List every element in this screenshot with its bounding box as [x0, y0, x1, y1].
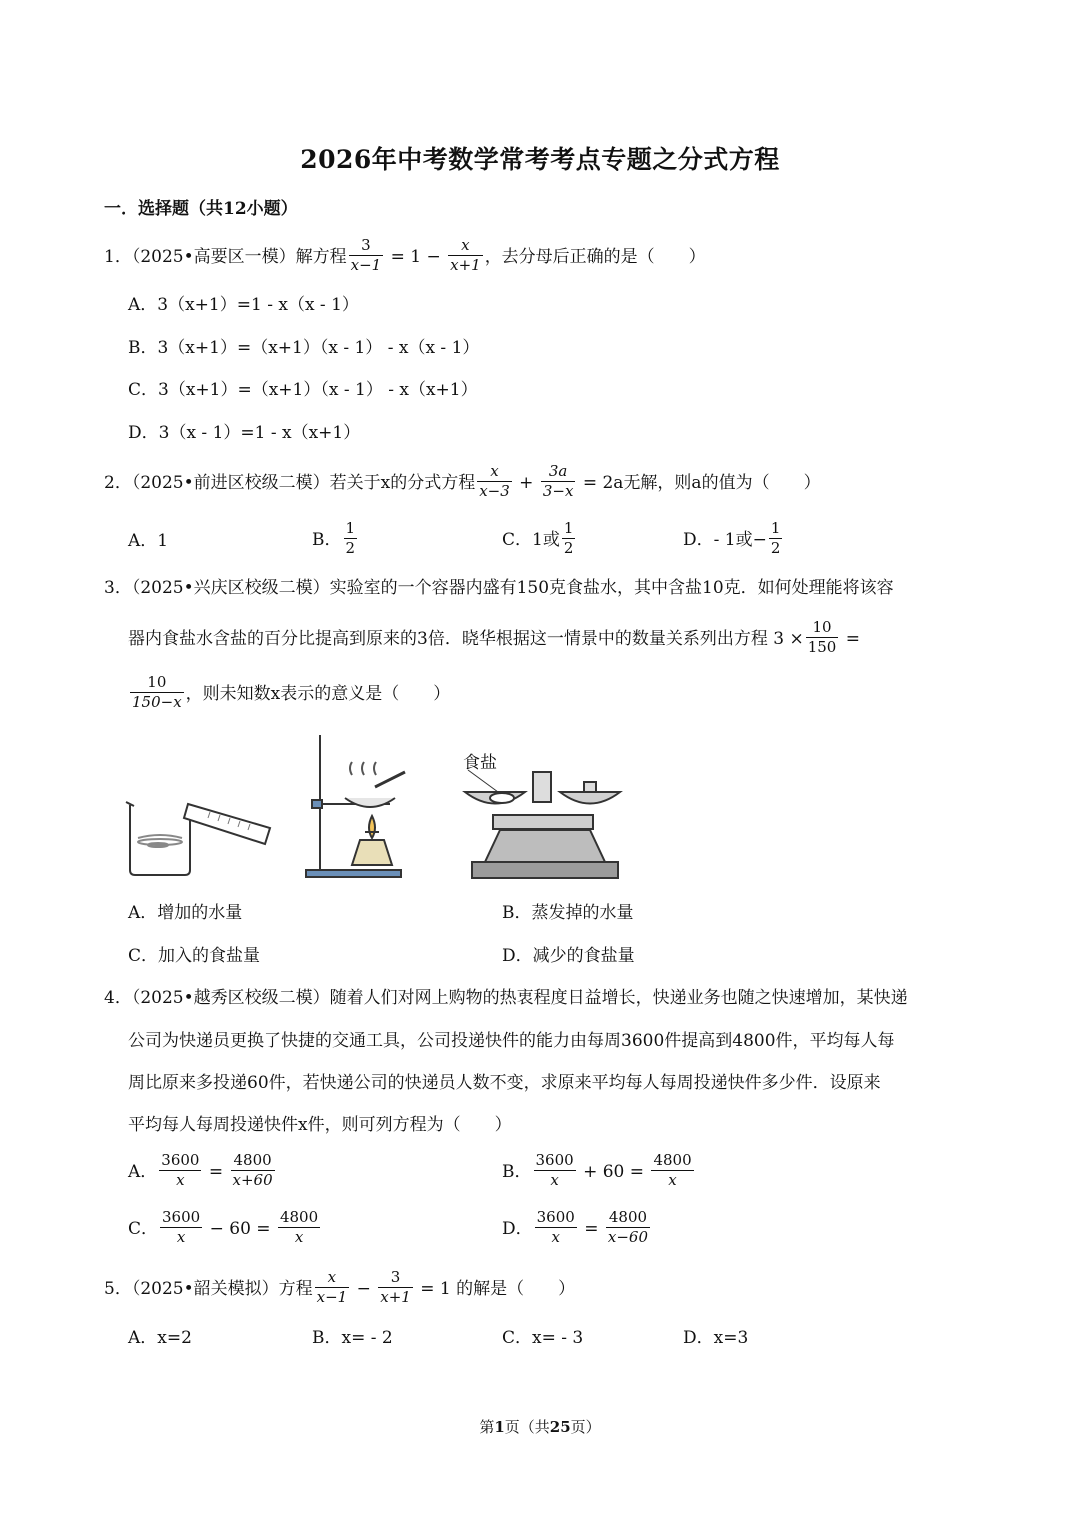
q1-middle: = 1 − — [385, 247, 447, 267]
question-2-stem — [104, 462, 821, 501]
q4-option-b: B． $\frac{3600}{x}$ + 60 = $\frac{4800}{x}$ — [502, 1151, 692, 1189]
q1-suffix: ，去分母后正确的是（ ） — [484, 247, 706, 267]
lab-equipment-figure — [120, 720, 680, 890]
q4-option-c: C． $\frac{3600}{x}$ − 60 = $\frac{4800}{x}$ — [128, 1208, 319, 1246]
section-heading: 一．选择题（共12小题） — [104, 199, 298, 219]
q2-plus: + — [513, 473, 539, 493]
q5-option-b: B．x= - 2 — [312, 1328, 393, 1348]
q2-fraction-2: $\frac{3a}{3-x}$ — [542, 462, 574, 500]
q2-option-c: C．1或 $\frac{1}{2}$ — [502, 519, 574, 557]
q2-prefix: 2．（2025•前进区校级二模）若关于x的分式方程 — [104, 473, 476, 493]
q5-option-a: A．x=2 — [128, 1328, 192, 1348]
q3-option-c: C．加入的食盐量 — [128, 946, 261, 966]
q3-fraction-2: $\frac{10}{150-x}$ — [132, 673, 182, 711]
q2-d-fraction: $\frac{1}{2}$ — [770, 519, 781, 557]
q3-option-b: B．蒸发掉的水量 — [502, 903, 634, 923]
q1-option-a: A．3（x+1）=1 - x（x - 1） — [128, 295, 359, 315]
q1-option-b: B．3（x+1）=（x+1）（x - 1） - x（x - 1） — [128, 338, 480, 358]
graduated-cylinder-icon — [184, 804, 270, 844]
q4-line-2: 公司为快递员更换了快捷的交通工具，公司投递快件的能力由每周3600件提高到4800件，平均每人每 — [128, 1031, 895, 1051]
beaker-icon — [126, 802, 190, 875]
question-1-stem — [104, 236, 706, 275]
q2-suffix: 无解，则a的值为（ ） — [623, 473, 821, 493]
q2-option-b: B． $\frac{1}{2}$ — [312, 519, 356, 557]
page-footer: 第1页（共25页） — [479, 1418, 601, 1436]
q2-option-a: A．1 — [128, 531, 169, 551]
q2-b-fraction: $\frac{1}{2}$ — [345, 519, 356, 557]
q1-fraction-2: $\frac{x}{x+1}$ — [450, 236, 481, 274]
q2-equals: = 2a — [577, 473, 624, 493]
q4-line-1: 4．（2025•越秀区校级二模）随着人们对网上购物的热衷程度日益增长，快递业务也随之快速增加，某快递 — [104, 988, 908, 1008]
q5-option-c: C．x= - 3 — [502, 1328, 584, 1348]
q1-option-c: C．3（x+1）=（x+1）（x - 1） - x（x+1） — [128, 380, 478, 400]
q3-line-1: 3．（2025•兴庆区校级二模）实验室的一个容器内盛有150克食盐水，其中含盐10克．如何处理能将该容 — [104, 578, 894, 598]
q2-c-fraction: $\frac{1}{2}$ — [563, 519, 574, 557]
q3-fraction-1: $\frac{10}{150}$ — [807, 618, 837, 656]
q2-option-d: D．- 1或− $\frac{1}{2}$ — [683, 519, 781, 557]
q3-line-3: $\frac{10}{150-x}$ ，则未知数x表示的意义是（ ） — [132, 673, 451, 711]
q1-prefix: 1．（2025•高要区一模）解方程 — [104, 247, 347, 267]
page-title: 2026年中考数学常考考点专题之分式方程 — [300, 145, 780, 174]
salt-label: 食盐 — [463, 753, 497, 773]
q4-line-3: 周比原来多投递60件，若快递公司的快递员人数不变，求原来平均每人每周投递快件多少件．设原来 — [128, 1073, 881, 1093]
q1-option-d: D．3（x - 1）=1 - x（x+1） — [128, 423, 361, 443]
ring-stand-icon — [306, 735, 405, 877]
q5-option-d: D．x=3 — [683, 1328, 749, 1348]
q4-option-d: D． $\frac{3600}{x}$ = $\frac{4800}{x-60}$ — [502, 1208, 649, 1246]
q4-option-a: A． $\frac{3600}{x}$ = $\frac{4800}{x+60}$ — [128, 1151, 273, 1189]
q3-option-d: D．减少的食盐量 — [502, 946, 635, 966]
q2-fraction-1: $\frac{x}{x-3}$ — [479, 462, 510, 500]
balance-scale-icon — [465, 770, 620, 878]
page-number: 1 — [494, 1418, 505, 1436]
q4-line-4: 平均每人每周投递快件x件，则可列方程为（ ） — [128, 1115, 512, 1135]
q3-option-a: A．增加的水量 — [128, 903, 243, 923]
q1-fraction-1: $\frac{3}{x-1}$ — [350, 236, 382, 274]
page-total: 25 — [549, 1418, 571, 1436]
q3-line-2: 器内食盐水含盐的百分比提高到原来的3倍．晓华根据这一情景中的数量关系列出方程 3 × $\frac{10}{150}$ = — [128, 618, 860, 656]
question-5-stem: 5．（2025•韶关模拟）方程 $\frac{x}{x-1}$ − $\frac{3}{x+1}$ = 1 的解是（ ） — [104, 1268, 576, 1306]
